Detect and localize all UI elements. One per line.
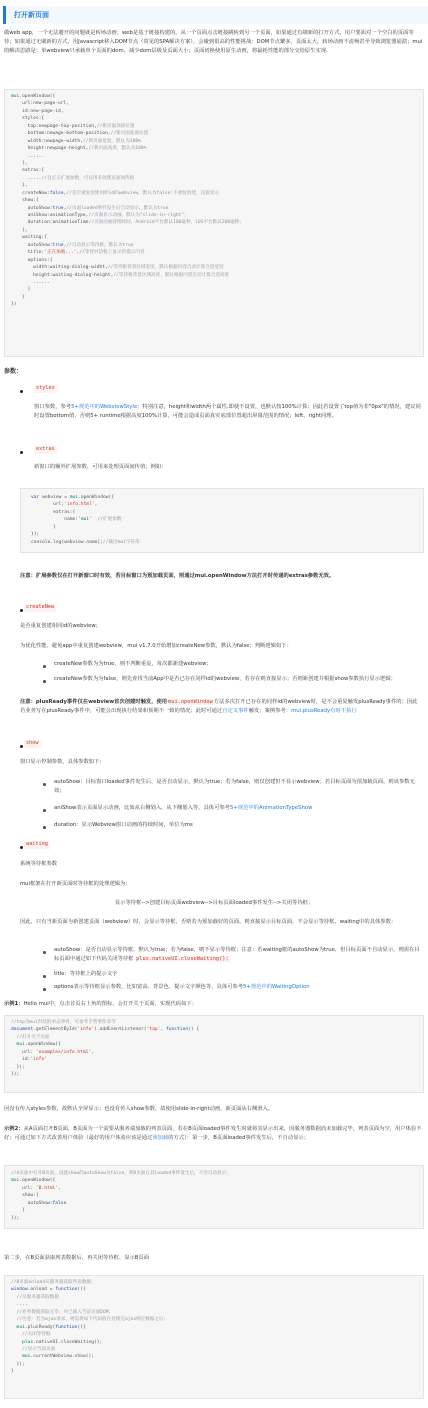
code-block-extras [20,488,424,553]
extras-description: 新窗口的额外扩展参数，可用来处理页面间传值；例如： [34,464,167,470]
example1-note: 因没有传入styles参数，故默认全屏显示；也没有传入show参数，故使用slide-in-right动画，新页面从右侧滑入。 [4,1106,274,1112]
link-custom-event[interactable]: 自定义事件 [222,708,249,715]
waiting-item-1: autoShow：是否自动显示等待框，默认为true；若为false，则不显示等待框；注意：若waiting框的autoShow为true，但目标页面不自动显示，则需在目标页面中通过如下代码关闭等待框 plus.nativeUI.closeWaiting(); [54,947,420,963]
sub-bullet [43,665,46,668]
waiting-item-2: title：等待框上的提示文字 [54,971,118,977]
sub-bullet [43,951,46,954]
bullet-styles [20,390,23,393]
code-line: id:'info' [11,1057,47,1063]
code-line: autoShow:false [11,1200,67,1206]
code-line: extras:{ [31,509,76,515]
code-line: //显示当前页面 [22,1346,56,1352]
code-line: } [11,1369,14,1375]
sub-bullet [43,809,46,812]
code-line: window.onload = function(){ [11,1287,86,1293]
sub-bullet [43,975,46,978]
code-line: show:{ [11,1193,39,1199]
sub-bullet [43,826,46,829]
code-line: ...... [11,153,45,159]
code-line: }); [11,1215,20,1221]
code-line: } [11,294,25,300]
code-line: plus.nativeUI.closeWaiting(); [22,1339,103,1345]
createnew-description-2: 为优化性能、避免app中重复创建webview，mui v1.7.0开始增加createNew参数，默认为false；判断逻辑如下： [20,643,292,649]
code-line: }); [11,1072,20,1078]
code-line: //打开关于页面 [16,1034,50,1040]
sub-bullet [43,783,46,786]
code-line: }, [11,183,28,189]
code-line: }); [11,1361,25,1367]
code-line: //业务数据获取完毕，并已插入当前页面DOM； [16,1309,114,1315]
code-line: }, [11,160,28,166]
param-tag-styles: styles [36,385,55,391]
sub-bullet [43,680,46,683]
extras-note: 注意：扩展参数仅在打开新窗口时有效，若目标窗口为预加载页面，则通过mui.openWindow方法打开时传递的extras参数无效。 [20,573,335,579]
code-line: autoShow:true,//页面loaded事件发生后自动显示，默认为true [11,205,169,211]
waiting-description-3: 因此，只有当新页面为新创建页面（webview）时，会显示等待框，否则若为预加载好的页面，则直接显示目标页面，不会显示等待框。waiting中的具体参数： [20,919,397,925]
code-line: top:newpage-top-position,//新页面顶部位置 [11,123,135,129]
params-heading: 参数： [4,368,23,375]
code-line: var webview = mui.openWindow({ [31,495,115,500]
code-line: console.log(webview.name);//输出mui字符串 [31,539,140,545]
code-line: autoShow:true,//自动显示等待框，默认为true [11,242,134,248]
example2-step2: 第二步，在B页面获取列表数据后，再关闭等待框、显示B页面 [4,1255,149,1261]
code-line: }, [11,227,28,233]
code-line: height:newpage-height,//新页面高度，默认为100% [11,146,147,152]
code-line: mui.openWindow({ [11,1178,56,1184]
param-tag-waiting: waiting [26,841,48,847]
code-line: .... [11,1302,28,1308]
code-block-example2-step2 [4,1275,424,1399]
code-line: //从服务器获取数据 [16,1294,59,1300]
code-line: mui.currentWebview.show(); [22,1354,95,1360]
code-line: }) [11,302,17,308]
waiting-description-2: mui框架在打开新页面时等待框的处理逻辑为： [20,881,131,887]
code-line: width:waiting-dialog-widht,//等待框背景区域宽度，默认根据内容自动计算合适宽度 [11,265,224,271]
code-line: //tap为mui封装的单击事件，可参考手势事件章节 [11,1020,116,1025]
link-preload[interactable]: 预加载 [152,1135,169,1142]
waiting-flow: 显示等待框-->创建目标页面webview-->目标页面loaded事件发生-->关闭等待框； [114,900,314,906]
param-tag-show: show [26,740,39,746]
link-animation-type-show[interactable]: 5+规范中的AnimationTypeShow [229,805,313,811]
bullet-extras [20,451,23,454]
code-line: } [11,287,31,293]
code-line: } [31,524,56,530]
code-line: duration:animationTime//页面动画持续时间，Android平台默认100毫秒，iOS平台默认200毫秒； [11,220,244,226]
sub-bullet [43,988,46,991]
code-line: url:new-page-url, [11,101,70,107]
code-line: url: 'B.html', [11,1185,61,1191]
code-line: url:'info.html', [31,502,98,508]
bullet-createnew [20,609,23,612]
code-block-example1 [4,1015,424,1093]
code-line: .....//自定义扩展参数，可以用来处理页面间传值 [11,175,135,181]
code-line: mui.plusReady(function(){ [16,1324,86,1330]
show-item-1: autoShow：目标窗口loaded事件发生后，是否自动显示，默认为true；若为false，则仅创建但不显示webview；若目标页面为预加载页面，则该参数无效； [54,779,415,795]
code-line: //B页面onload从服务器获取列表数据； [11,1280,96,1285]
waiting-description: 系统等待框参数 [20,861,58,867]
createnew-item-1: createNew参数为为true，则不判断重复，每次都新建webview； [54,661,212,667]
code-line: mui.openWindow({ [11,94,56,99]
code-line: document.getElementById('info').addEventListener('tap', function() { [11,1027,200,1033]
code-block-openwindow [4,89,424,357]
code-line: createNew:false,//是否重复创建同样id的webview，默认为false:不重复创建，直接显示 [11,190,220,196]
code-line: }); [11,1064,25,1070]
param-tag-createnew: createNew [26,604,55,610]
code-line: bottom:newage-bottom-position,//新页面底部位置 [11,131,149,137]
link-webview-style[interactable]: 5+规范中的WebviewStyle [71,404,138,410]
bullet-show [20,745,23,748]
intro-paragraph: 做web app，一个无法避开的问题就是转场动画；web是基于链接构建的，从一个页面点击链接跳转到另一个页面，如果通过有刷新的打开方式，用户要面对一个空白的页面等待；如果通过无刷新的方式，用Javascript移入DOM节点（常见的SPA解决方案），会碰到很高的性能挑战：DOM节点繁多，页面太大，转场动画不流畅甚至导致浏览器崩溃；mui的解决思路是：单webview只承载单个页面的dom，减少dom层级及页面大小；页面切换使用原生动画，将最耗性能的部分交给原生实现. [4,30,423,55]
code-line: options:{ [11,257,53,263]
show-item-3: duration：显示Webview窗口动画的持续时间，单位为ms [54,822,193,828]
code-line: height:waiting-dialog-height,//等待框背景区域高度，默认根据内容自动计算合适高度 [11,272,230,278]
createnew-item-2: createNew参数为为false，则先查找当前App中是否已存在同样id的webview，若存在则直接显示；否则新创建并根据show参数执行显示逻辑； [54,676,396,682]
section-title-bar [3,6,428,24]
code-line: extras:{ [11,168,45,174]
code-line: //注意：若为ajax请求，则需将如下代码放在处理完ajax响应数据之后； [16,1317,169,1323]
example2-heading: 示例2：从A页面打开B页面，B页面为一个需要从服务端加载的列表页面，若在B页面loaded事件发生时就将其显示出来，因服务器数据尚未加载完毕，列表页面为空，用户体验不好；可通过如下方式改善用户体验（最好的用户体验应该是通过预加载的方式）：第一步，B页面loaded事件发生后，不自动显示； [4,1126,422,1142]
waiting-item-3: options表示等待框显示参数，比如宽高、背景色、提示文字颜色等，具体可参考5+规范中的WaitingOption [54,984,310,990]
show-description: 窗口显示控制参数，具体参数如下： [20,759,105,765]
code-line: title:'正在加载...',//等待对话框上显示的提示内容 [11,250,145,256]
link-plusready-case[interactable]: mui.plusReady有时不执行 [291,708,357,715]
bullet-waiting [20,846,23,849]
createnew-description: 是否重复创建相同id的webview； [20,623,101,629]
code-line: } [11,1208,25,1214]
styles-description: 窗口参数，参考5+规范中的WebviewStyle；特别注意，height和width两个属性,即使不设置，也默认按100%计算；因此若设置了top值为非"0px"的情况，建议同时设置bottom值，否则5+ runtime根据高度100%计算，可能会造成页面真实底部位置超出屏幕范围的情况；left、right同理。 [34,404,421,420]
code-line: }); [31,532,40,538]
createnew-note: 注意：plusReady事件仅在webview首次创建时触发，使用mui.openWindow方法多次打开已存在的同样id的webview时，是不会重复触发plusReady事件的；因此若业务写在plusReady事件中，可能会出现执行结果和预期不一致的情况；此时可通过自定义事件触发；案例参考：mui.plusReady有时不执行 [20,699,418,715]
link-waiting-option[interactable]: 5+规范中的WaitingOption [243,984,310,990]
show-item-2: aniShow表示页面显示动画，比如从右侧划入、从下侧划入等，具体可参考5+规范中的AnimationTypeShow [54,805,313,811]
code-line: //A页面中打开B页面，设置show的autoShow为false，则B页面在其loaded事件发生后，不会自动显示； [11,1171,231,1176]
code-line: width:newpage-width,//新页面宽度，默认为100% [11,138,141,144]
param-tag-extras: extras [36,446,55,452]
code-line: waiting:{ [11,235,47,241]
section-title: 打开新页面 [14,11,49,19]
code-line: name:'mui' //扩展参数 [31,517,122,523]
code-line: show:{ [11,198,39,204]
example1-heading: 示例1：Hello mui中，点击首页右上角的图标，会打开关于页面，实现代码如下： [4,1001,197,1007]
code-line: mui.openWindow({ [16,1042,61,1048]
code-line: styles:{ [11,116,45,122]
code-block-example2-step1 [4,1165,424,1229]
code-line: //关闭等待框 [22,1332,51,1338]
code-line: aniShow:animationType,//页面显示动画，默认为"slide-in-right"； [11,213,189,218]
code-line: id:new-page-id, [11,108,64,114]
code-line: url: 'examples/info.html', [11,1049,95,1055]
code-line: ...... [11,279,50,285]
